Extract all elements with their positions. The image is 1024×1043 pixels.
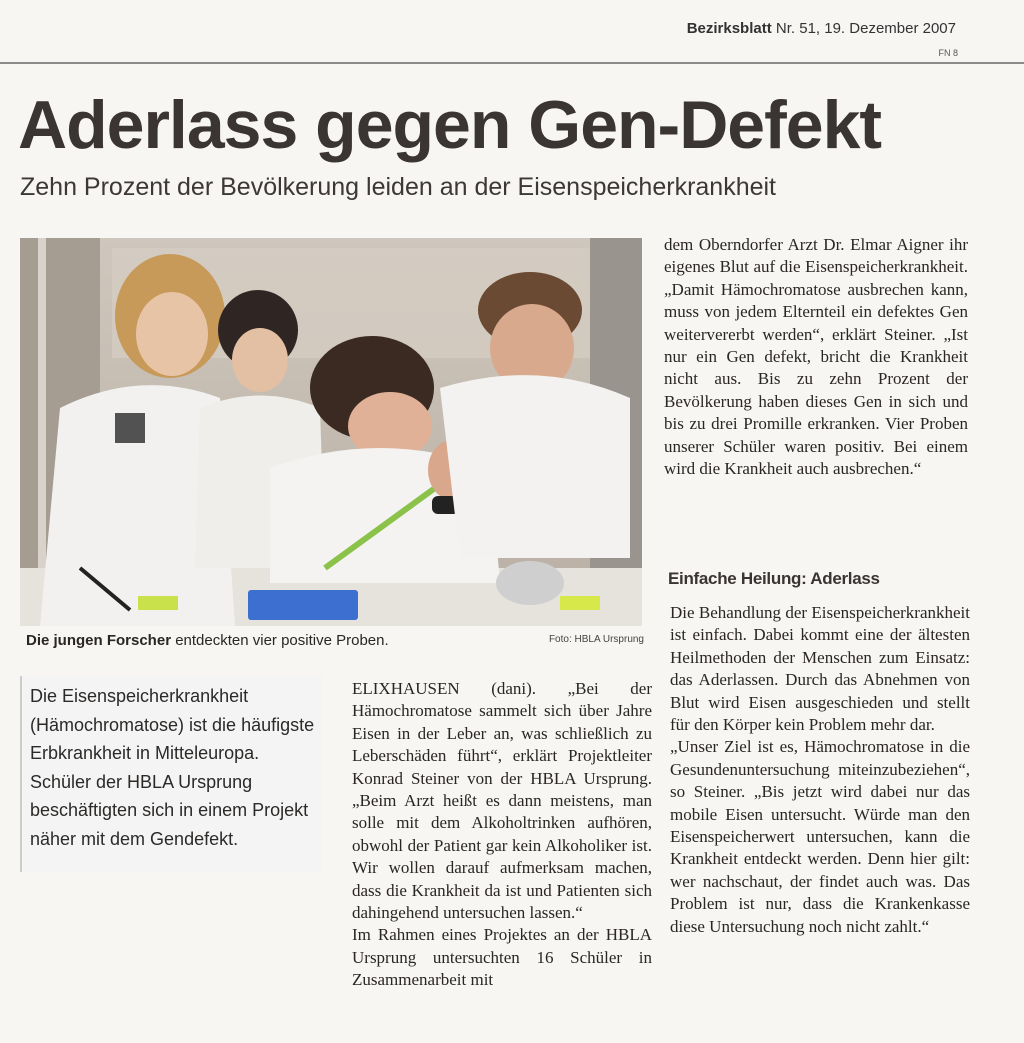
column-middle-paragraph-1: ELIXHAUSEN (dani). „Bei der Hämochromatose sammelt sich über Jahre Eisen in der Leber an, was schließlich zu Leberschäden führt“, erklärt Projektleiter Konrad Steiner von der HBLA Ursprung. „Beim Arzt heißt es dann meistens, man solle mit dem Alkoholtrinken aufhören, obwohl der Patient gar kein Alkoholiker ist. Wir wollen darauf aufmerksam machen, dass die Krankheit da ist und Patienten sich dahingehend untersuchen lassen.“: [352, 679, 652, 923]
headline: Aderlass gegen Gen-Defekt: [18, 87, 882, 163]
lead-box: [20, 676, 322, 872]
column-middle: [352, 678, 652, 992]
article-photo: [20, 238, 642, 626]
column-right-bottom: [670, 602, 970, 938]
caption-rest: entdeckten vier positive Proben.: [171, 632, 389, 649]
column-right-top: [664, 234, 968, 480]
subheadline: Zehn Prozent der Bevölkerung leiden an der Eisenspeicherkrankheit: [20, 173, 777, 201]
photo-illustration: [20, 238, 642, 626]
column-middle-paragraph-2: Im Rahmen eines Projektes an der HBLA Ursprung untersuchten 16 Schüler in Zusammenarbeit mit: [352, 925, 652, 990]
column-right-bottom-paragraph-2: „Unser Ziel ist es, Hämochromatose in die Gesundenuntersuchung miteinzubeziehen“, so Steiner. „Bis jetzt wird dabei nur das mobile Eisen untersucht. Würde man den Eisenspeicherwert untersuchen, kann die Krankheit entdeckt werden. Denn hier gilt: wer nachschaut, der findet auch was. Das Problem ist nur, dass die Krankenkasse diese Untersuchung noch nicht zahlt.“: [670, 737, 970, 936]
column-right-bottom-paragraph-1: Die Behandlung der Eisenspeicherkrankheit ist einfach. Dabei kommt eine der ältesten Heilmethoden der Menschen zum Einsatz: das Aderlassen. Durch das Abnehmen von Blut wird Eisen ausgeschieden und stellt für den Körper kein Problem mehr dar.: [670, 603, 970, 735]
page-code: FN 8: [938, 48, 958, 58]
publication-line: [687, 20, 956, 37]
publication-name: Bezirksblatt: [686, 20, 772, 37]
section-subheading: Einfache Heilung: Aderlass: [668, 569, 880, 588]
photo-credit: Foto: HBLA Ursprung: [548, 634, 644, 645]
photo-caption: [22, 628, 646, 654]
caption-text: [26, 632, 389, 649]
lead-text: Die Eisenspeicherkrankheit (Hämochromatose) ist die häufigste Erbkrankheit in Mitteleuropa. Schüler der HBLA Ursprung beschäftigten sich in einem Projekt näher mit dem Gendefekt.: [30, 686, 315, 849]
column-right-top-paragraph: dem Oberndorfer Arzt Dr. Elmar Aigner ihr eigenes Blut auf die Eisenspeicherkrankheit. „Damit Hämochromatose ausbrechen kann, muss von jedem Elternteil ein defektes Gen weitervererbt werden“, erklärt Steiner. „Ist nur ein Gen defekt, bricht die Krankheit nicht aus. Bis zu zehn Prozent der Bevölkerung haben dieses Gen in sich und bis zu drei Promille erkranken. Vier Proben unserer Schüler waren positiv. Bei einem wird die Krankheit auch ausbrechen.“: [664, 235, 968, 479]
issue-date: Nr. 51, 19. Dezember 2007: [775, 20, 956, 37]
caption-bold: Die jungen Forscher: [26, 632, 172, 649]
masthead: [0, 0, 1024, 64]
